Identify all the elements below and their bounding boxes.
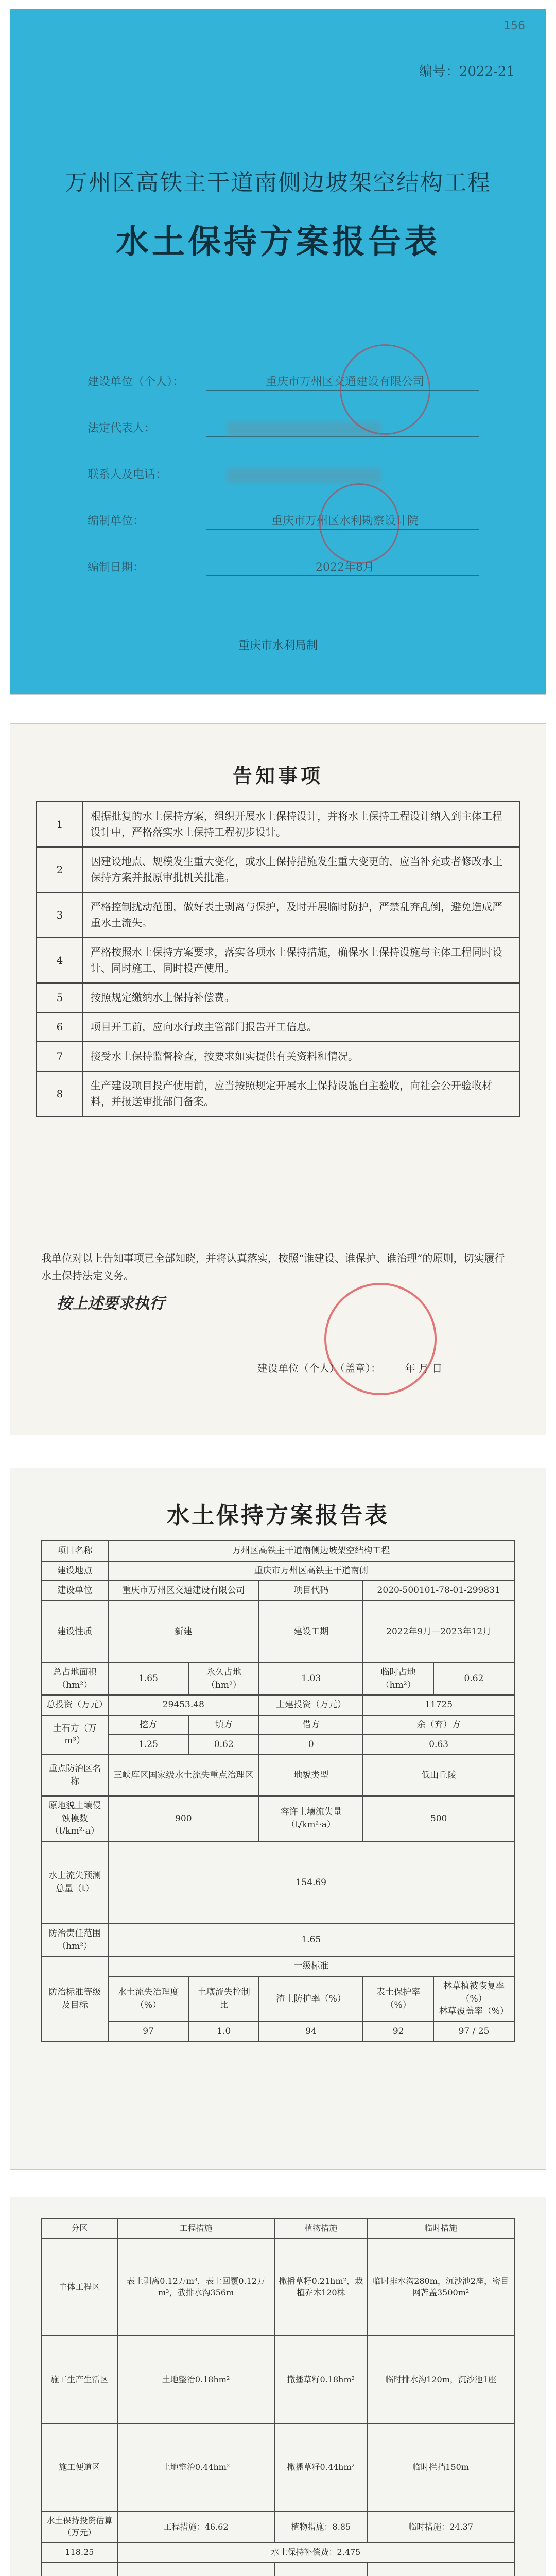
- measure-row: 施工生产生活区 土地整治0.18hm² 撒播草籽0.18hm² 临时排水沟120m，沉沙池1座: [42, 2336, 514, 2424]
- measure-row: 主体工程区 表土剥离0.12万m³，表土回覆0.12万m³，截排水沟356m 撒播草籽0.21hm²，栽植乔木120株 临时排水沟280m，沉沙池2座，密目网苫盖3500m²: [42, 2238, 514, 2336]
- notice-row: 4 严格按照水土保持方案要求，落实各项水土保持措施，确保水土保持设施与主体工程同时设计、同时施工、同时投产使用。: [37, 938, 519, 983]
- notice-title: 告知事项: [232, 764, 323, 787]
- cover-field-compiler: 编制单位： 重庆市万州区水利勘察设计院: [88, 509, 479, 530]
- notice-row: 8 生产建设项目投产使用前，应当按照规定开展水土保持设施自主验收，向社会公开验收材料，并报送审批部门备案。: [37, 1071, 519, 1116]
- redacted-contact: [227, 468, 381, 483]
- notice-row: 1 根据批复的水土保持方案，组织开展水土保持设计，并将水土保持工程设计纳入到主体工程设计中，严格落实水土保持工程初步设计。: [37, 802, 519, 847]
- notice-table: [36, 801, 520, 1117]
- report-title: 水土保持方案报告表: [116, 223, 440, 261]
- red-seal-stamp: [319, 483, 399, 564]
- handwritten-acknowledgement: 按上述要求执行: [57, 1295, 165, 1313]
- document-number: 编号：2022-21: [419, 64, 515, 79]
- cover-field-unit: 建设单位（个人）： 重庆市万州区交通建设有限公司: [88, 370, 479, 391]
- cover-field-legal: 法定代表人：: [88, 416, 479, 437]
- report-form-title: 水土保持方案报告表: [167, 1502, 389, 1529]
- notice-signature: 建设单位（个人）（盖章）： 年 月 日: [257, 1362, 443, 1375]
- notice-row: 5 按照规定缴纳水土保持补偿费。: [37, 983, 519, 1012]
- red-seal-stamp: [340, 344, 430, 435]
- project-title: 万州区高铁主干道南侧边坡架空结构工程: [65, 170, 491, 196]
- notice-row: 2 因建设地点、规模发生重大变化，或水土保持措施发生重大变更的，应当补充或者修改水土保持方案并报原审批机关批准。: [37, 847, 519, 892]
- report-table-2: 分区 工程措施 植物措施 临时措施 主体工程区 表土剥离0.12万m³，表土回覆0.12万m³，截排水沟356m 撒播草籽0.21hm²，栽植乔木120株 临时排水沟280m，沉沙池2座，密目网苫盖3500m² 施工生产生活区 土地整治0.18hm² 撒播草籽0.18hm² 临时排水沟120m，沉沙池1座 施工便道区 土地整治0.44hm² 撒播草籽0.44hm² 临时拦挡150m 水土保持投资估算（万元） 工程措施：46.62 植物措施：8.85 临时措施：24.37 118.25 水土保持补偿费：2.475: [41, 2218, 515, 2576]
- report-table-1: 项目名称 万州区高铁主干道南侧边坡架空结构工程 建设地点 重庆市万州区高铁主干道南侧 建设单位 重庆市万州区交通建设有限公司 项目代码 2020-500101-78-01-299831 建设性质 新建 建设工期 2022年9月—2023年12月 总占地面积（hm²） 1.65 永久占地（hm²） 1.03 临时占地（hm²） 0.62 总投资（万元） 29453.48 土建投资（万元） 11725 土石方（万m³） 挖方 填方 借方 余（弃）方 1.25 0.62 0 0.63 重点防治区名称 三峡库区国家级水土流失重点治理区 地貌类型 低山丘陵 原地貌土壤侵蚀模数（t/km²·a） 900 容许土壤流失量（t/km²·a） 500 水土流失预测总量（t） 154.69 防治责任范围（hm²） 1.65 防治标准等级及目标 一级标准 水土流失治理度（%） 土壤流失控制比 渣土防护率（%） 表土保护率（%） 林草植被恢复率（%） 林草覆盖率（%） 97 1.0 94 92 97 / 25: [41, 1540, 515, 2042]
- notice-row: 6 项目开工前，应向水行政主管部门报告开工信息。: [37, 1012, 519, 1042]
- report-page-2: [10, 2197, 546, 2576]
- notice-row: 3 严格控制扰动范围，做好表土剥离与保护，及时开展临时防护，严禁乱弃乱倒，避免造成严重水土流失。: [37, 892, 519, 938]
- commitment-text: 我单位对以上告知事项已全部知晓，并将认真落实，按照“谁建设、谁保护、谁治理”的原则，切实履行水土保持法定义务。: [41, 1252, 505, 1282]
- cover-field-date: 编制日期： 2022年8月: [88, 555, 479, 576]
- cover-page: [10, 9, 546, 694]
- red-seal-stamp: [324, 1283, 437, 1395]
- cover-footer: 重庆市水利局制: [238, 639, 318, 652]
- notice-page: [10, 724, 546, 1435]
- notice-row: 7 接受水土保持监督检查，按要求如实提供有关资料和情况。: [37, 1042, 519, 1071]
- measure-row: 施工便道区 土地整治0.44hm² 撒播草籽0.44hm² 临时拦挡150m: [42, 2424, 514, 2511]
- report-page-1: [10, 1468, 546, 2169]
- handwritten-number: 156: [503, 20, 525, 32]
- cover-field-contact: 联系人及电话：: [88, 463, 479, 483]
